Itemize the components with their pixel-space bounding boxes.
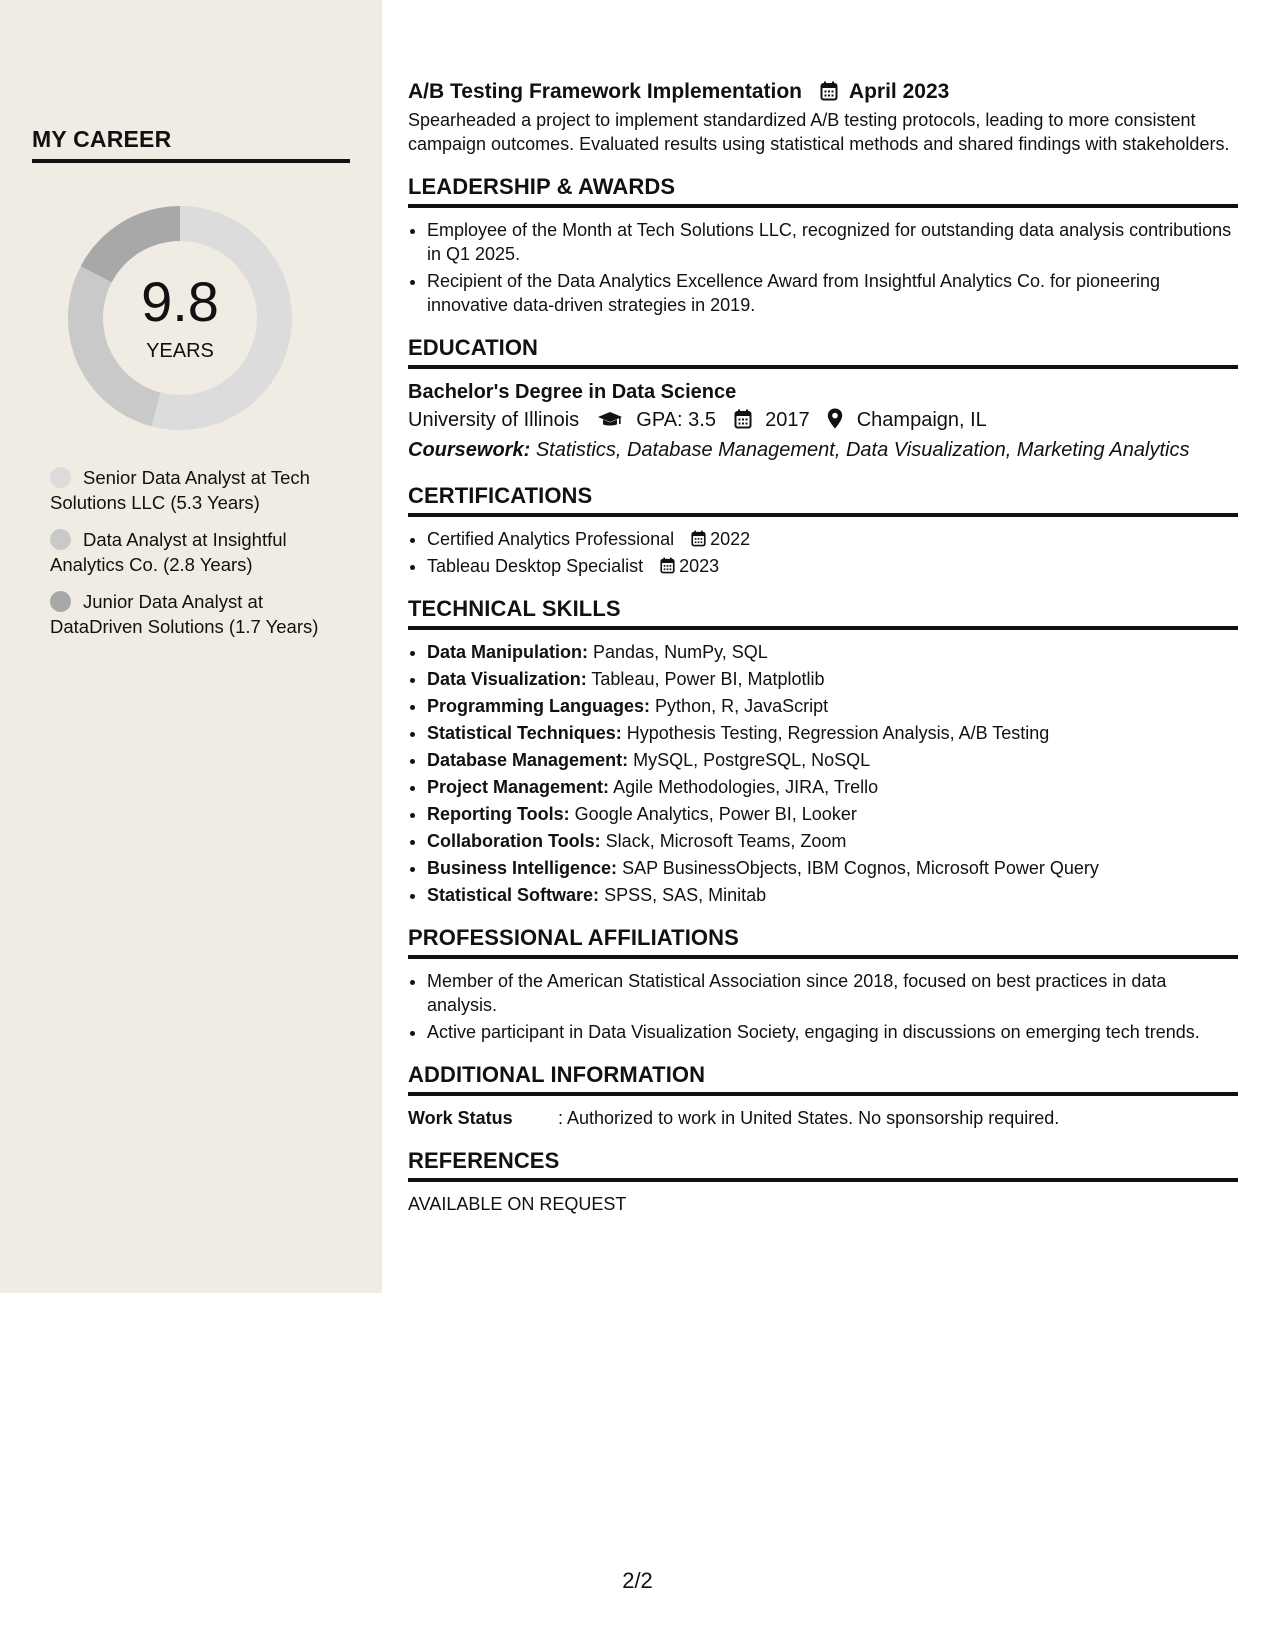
skill-item	[427, 748, 1238, 772]
section-title-certifications: CERTIFICATIONS	[408, 483, 1238, 517]
skill-item	[427, 721, 1238, 745]
calendar-icon	[820, 81, 838, 101]
education-meta	[408, 405, 1238, 435]
certification-year: 2022	[710, 529, 751, 549]
affiliations-list	[408, 969, 1238, 1044]
skill-item	[427, 667, 1238, 691]
skill-value: SAP BusinessObjects, IBM Cognos, Microsoft Power Query	[622, 858, 1099, 878]
coursework-label: Coursework:	[408, 439, 531, 461]
skill-value: Agile Methodologies, JIRA, Trello	[613, 777, 879, 797]
list-item: • Recipient of the Data Analytics Excellence Award from Insightful Analytics Co. for pioneering innovative data-driven strategies in 2019.	[427, 269, 1238, 317]
page-number: 2/2	[622, 1568, 653, 1593]
skills-list	[408, 640, 1238, 907]
education-degree: Bachelor's Degree in Data Science	[408, 381, 737, 403]
skill-value: Pandas, NumPy, SQL	[593, 642, 768, 662]
skill-label: Reporting Tools:	[427, 804, 570, 824]
legend-dot	[50, 591, 71, 612]
skill-label: Business Intelligence:	[427, 858, 618, 878]
career-item-label: Junior Data Analyst at DataDriven Solutions (1.7 Years)	[50, 591, 319, 637]
project-title: A/B Testing Framework Implementation	[408, 80, 803, 103]
project-description: Spearheaded a project to implement standardized A/B testing protocols, leading to more consistent campaign outcomes. Evaluated results using statistical methods and shared findings with stakeholders.	[408, 110, 1230, 154]
certification-name: Tableau Desktop Specialist	[427, 556, 644, 576]
total-years-value: 9.8	[141, 270, 219, 333]
calendar-icon	[691, 530, 706, 547]
work-status-row	[408, 1106, 1238, 1130]
location-pin-icon	[827, 408, 843, 429]
section-title-affiliations: PROFESSIONAL AFFILIATIONS	[408, 925, 1238, 959]
main-content	[408, 78, 1238, 1216]
education-gpa: GPA: 3.5	[636, 409, 716, 431]
skill-value: Hypothesis Testing, Regression Analysis, A/B Testing	[626, 723, 1050, 743]
section-title-leadership: LEADERSHIP & AWARDS	[408, 174, 1238, 208]
skill-label: Statistical Techniques:	[427, 723, 622, 743]
skill-label: Data Visualization:	[427, 669, 587, 689]
section-title-education: EDUCATION	[408, 335, 1238, 369]
graduation-cap-icon	[597, 411, 623, 429]
work-status-label: Work Status	[408, 1108, 513, 1128]
section-title-additional: ADDITIONAL INFORMATION	[408, 1062, 1238, 1096]
skill-value: MySQL, PostgreSQL, NoSQL	[633, 750, 871, 770]
skill-value: Python, R, JavaScript	[655, 696, 829, 716]
certification-name: Certified Analytics Professional	[427, 529, 675, 549]
sidebar	[0, 0, 382, 1293]
skill-value: Tableau, Power BI, Matplotlib	[591, 669, 825, 689]
project-heading	[408, 78, 1238, 106]
skill-label: Database Management:	[427, 750, 629, 770]
skill-label: Data Manipulation:	[427, 642, 588, 662]
skill-item	[427, 883, 1238, 907]
calendar-icon	[660, 557, 675, 574]
skill-label: Project Management:	[427, 777, 610, 797]
skill-item	[427, 694, 1238, 718]
list-item: • Active participant in Data Visualization Society, engaging in discussions on emerging tech trends.	[427, 1020, 1238, 1044]
education-year: 2017	[765, 409, 810, 431]
certification-year: 2023	[679, 556, 720, 576]
calendar-icon	[734, 409, 752, 429]
education-location: Champaign, IL	[856, 409, 987, 431]
skill-value: SPSS, SAS, Minitab	[604, 885, 767, 905]
skill-item	[427, 640, 1238, 664]
certifications-list	[408, 527, 1238, 578]
section-title-skills: TECHNICAL SKILLS	[408, 596, 1238, 630]
section-title-references: REFERENCES	[408, 1148, 1238, 1182]
career-item	[50, 589, 340, 639]
education-school: University of Illinois	[408, 409, 580, 431]
legend-dot	[50, 529, 71, 550]
skill-label: Collaboration Tools:	[427, 831, 601, 851]
career-item-label: Data Analyst at Insightful Analytics Co. (2.8 Years)	[50, 529, 287, 575]
certification-item	[427, 527, 1238, 551]
leadership-list	[408, 218, 1238, 317]
skill-label: Programming Languages:	[427, 696, 651, 716]
list-item: • Member of the American Statistical Association since 2018, focused on best practices in data analysis.	[427, 969, 1238, 1017]
references-text: AVAILABLE ON REQUEST	[408, 1194, 627, 1214]
skill-item	[427, 829, 1238, 853]
education-coursework	[408, 435, 1238, 465]
career-item	[50, 527, 340, 577]
career-item-label: Senior Data Analyst at Tech Solutions LLC (5.3 Years)	[50, 467, 310, 513]
sidebar-title: MY CAREER	[32, 126, 350, 163]
skill-item	[427, 802, 1238, 826]
project-date: April 2023	[848, 80, 950, 103]
certification-item	[427, 554, 1238, 578]
legend-dot	[50, 467, 71, 488]
skill-item	[427, 856, 1238, 880]
skill-item	[427, 775, 1238, 799]
total-years-unit: YEARS	[146, 340, 214, 362]
skill-value: Google Analytics, Power BI, Looker	[574, 804, 857, 824]
career-legend	[50, 465, 340, 651]
coursework-value: Statistics, Database Management, Data Visualization, Marketing Analytics	[535, 439, 1190, 461]
skill-label: Statistical Software:	[427, 885, 600, 905]
work-status-value: : Authorized to work in United States. No sponsorship required.	[558, 1108, 1060, 1128]
career-item	[50, 465, 340, 515]
skill-value: Slack, Microsoft Teams, Zoom	[605, 831, 847, 851]
list-item: • Employee of the Month at Tech Solutions LLC, recognized for outstanding data analysis contributions in Q1 2025.	[427, 218, 1238, 266]
